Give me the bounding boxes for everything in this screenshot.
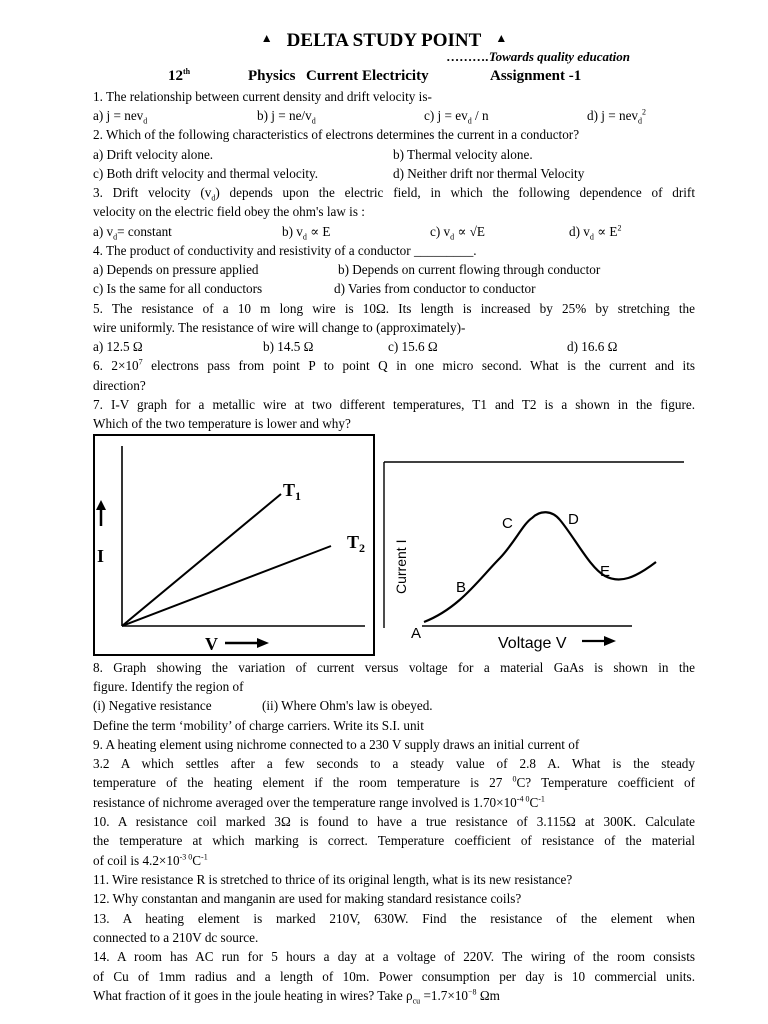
option-b: b) $j = ne/v_d$ bbox=[257, 108, 316, 126]
current-curve bbox=[424, 512, 656, 622]
t1-line bbox=[122, 494, 281, 626]
question-11: 11. Wire resistance R is stretched to thrice of its original length, what is its new resistance? bbox=[93, 872, 573, 887]
option-a: a) j = nev$_d$ bbox=[93, 108, 148, 126]
point-b-label: B bbox=[456, 579, 467, 596]
option-a: a) $v_d=$ constant bbox=[93, 224, 172, 242]
t2-line bbox=[122, 546, 331, 626]
question-9-line1: 9. A heating element using nichrome connected to a 230 V supply draws an initial current of bbox=[93, 737, 580, 752]
option-b: b) 14.5 Ω bbox=[263, 339, 314, 354]
option-a: a) Drift velocity alone. bbox=[93, 147, 214, 162]
t2-label: $T_2$ bbox=[347, 532, 366, 555]
x-label: V bbox=[205, 634, 218, 654]
option-c: c) $j = ev_d / n$ bbox=[424, 108, 489, 126]
question-13-line1: 13. A heating element is marked 210V, 630W. Find the resistance of the element when bbox=[93, 911, 695, 926]
point-d-label: D bbox=[568, 511, 579, 528]
option-d: d) 16.6 Ω bbox=[567, 339, 618, 354]
x-arrow-head-icon bbox=[604, 636, 616, 646]
question-8-line4: Define the term ‘mobility’ of charge carriers. Write its S.I. unit bbox=[93, 718, 424, 733]
option-d: d) j = nev$_d^2$ bbox=[587, 107, 647, 126]
question-9-line2: 3.2 A which settles after a few seconds to a steady value of 2.8 A. What is the steady bbox=[93, 756, 695, 771]
question-9-line4: resistance of nichrome averaged over the temperature range involved is $1.70\times 10^{-4 0}C^{-1}$ bbox=[93, 794, 545, 810]
option-d: d) Varies from conductor to conductor bbox=[334, 281, 536, 296]
option-b: b) $v_d \propto E$ bbox=[282, 224, 331, 242]
option-d: d) Neither drift nor thermal Velocity bbox=[393, 166, 585, 181]
question-10-line3: of coil is $4.2\times 10^{-3 0}C^{-1}$ bbox=[93, 852, 208, 868]
option-b: b) Depends on current flowing through conductor bbox=[338, 262, 601, 277]
question-9-line3: temperature of the heating element if the room temperature is 27 $^0$C? Temperature coefficient of bbox=[93, 774, 695, 790]
question-14-line1: 14. A room has AC run for 5 hours a day at a voltage of 220V. The wiring of the room consists bbox=[93, 949, 695, 964]
question-8-line2: figure. Identify the region of bbox=[93, 679, 244, 694]
gaas-graph-svg bbox=[380, 458, 686, 658]
question-8-line1: 8. Graph showing the variation of current versus voltage for a material GaAs is shown in the bbox=[93, 660, 695, 675]
part-ii: (ii) Where Ohm's law is obeyed. bbox=[262, 698, 433, 713]
iv-graph-svg bbox=[95, 436, 373, 654]
part-i: (i) Negative resistance bbox=[93, 698, 212, 713]
point-c-label: C bbox=[502, 515, 513, 532]
iv-graph-figure bbox=[93, 434, 375, 656]
question-14-line3: What fraction of it goes in the joule heating in wires? Take $\rho_{cu} =1.7\times 10^{-8}$ Ωm bbox=[93, 987, 500, 1006]
question-5-line2: wire uniformly. The resistance of wire will change to (approximately)- bbox=[93, 320, 466, 335]
option-a: a) Depends on pressure applied bbox=[93, 262, 259, 277]
question-10-line2: the temperature at which marking is correct. Temperature coefficient of resistance of the material bbox=[93, 833, 695, 848]
x-arrow-head-icon bbox=[257, 638, 269, 648]
page-title: ▲ DELTA STUDY POINT ▲ bbox=[0, 26, 768, 53]
option-b: b) Thermal velocity alone. bbox=[393, 147, 533, 162]
question-14-line2: of Cu of 1mm radius and a length of 10m. Power consumption per day is 10 commercial units. bbox=[93, 969, 695, 984]
option-c: c) Is the same for all conductors bbox=[93, 281, 263, 296]
question-1: 1. The relationship between current density and drift velocity is- bbox=[93, 89, 432, 104]
y-arrow-head-icon bbox=[96, 500, 106, 510]
chapter-label: Current Electricity bbox=[306, 68, 429, 84]
question-3-line2: velocity on the electric field obey the ohm's law is : bbox=[93, 204, 365, 219]
subject-label: Physics bbox=[248, 68, 296, 84]
gaas-graph-figure bbox=[380, 458, 686, 658]
tagline: ……….Towards quality education bbox=[446, 49, 630, 64]
y-label: I bbox=[97, 546, 105, 566]
question-13-line2: connected to a 210V dc source. bbox=[93, 930, 259, 945]
question-4: 4. The product of conductivity and resistivity of a conductor _________. bbox=[93, 243, 477, 258]
point-a-label: A bbox=[411, 625, 422, 642]
triangle-up-icon: ▲ bbox=[495, 31, 508, 45]
t1-label: $T_1$ bbox=[283, 480, 302, 503]
option-c: c) $v_d \propto √E$ bbox=[430, 224, 485, 242]
option-d: d) $v_d \propto E^2$ bbox=[569, 223, 622, 242]
x-label: Voltage V bbox=[498, 635, 567, 652]
question-12: 12. Why constantan and manganin are used for making standard resistance coils? bbox=[93, 891, 522, 906]
question-2: 2. Which of the following characteristics of electrons determines the current in a conductor? bbox=[93, 127, 580, 142]
question-6-line2: direction? bbox=[93, 378, 146, 393]
triangle-up-icon: ▲ bbox=[260, 31, 273, 45]
question-6-line1: 6. $2\times 10^7$ electrons pass from point P to point Q in one micro second. What is the current and its bbox=[93, 357, 695, 373]
point-e-label: E bbox=[600, 563, 611, 580]
question-3-line1: 3. Drift velocity $(v_d)$ depends upon the electric field, in which the following dependence of drift bbox=[93, 185, 695, 203]
question-10-line1: 10. A resistance coil marked 3Ω is found to have a true resistance of 3.115Ω at 300K. Calculate bbox=[93, 814, 695, 829]
assignment-label: Assignment -1 bbox=[490, 68, 582, 84]
option-c: c) Both drift velocity and thermal velocity. bbox=[93, 166, 319, 181]
option-c: c) 15.6 Ω bbox=[388, 339, 438, 354]
y-label: Current I bbox=[393, 539, 409, 594]
class-label: 12th bbox=[168, 67, 191, 84]
question-7-line2: Which of the two temperature is lower and why? bbox=[93, 416, 351, 431]
option-a: a) 12.5 Ω bbox=[93, 339, 143, 354]
question-5-line1: 5. The resistance of a 10 m long wire is 10Ω. Its length is increased by 25% by stretching the bbox=[93, 301, 695, 316]
question-7-line1: 7. I-V graph for a metallic wire at two different temperatures, T1 and T2 is a shown in the figure. bbox=[93, 397, 695, 412]
